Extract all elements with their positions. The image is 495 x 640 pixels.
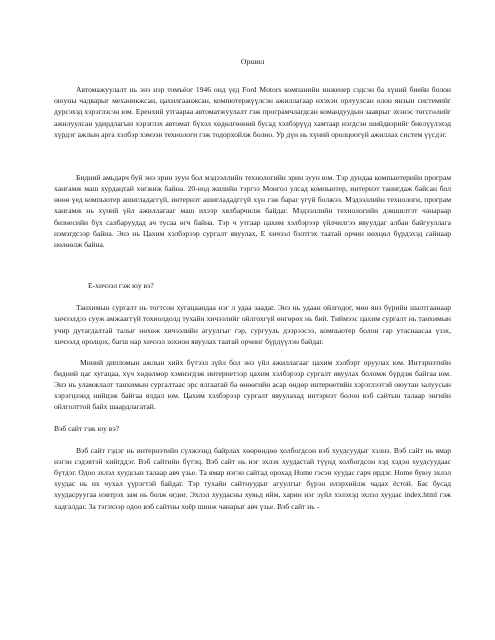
intro-paragraph-2: Бидний амьдарч буй энэ эрин зуун бол мэдээллийн технологийн эрин зуун юм. Тэр дундаа компьютерийн програм хангамж маш хурдацтай хөгжиж байна. 20-нод жилийн тэргээ Монгол улсад компьютер, интернэт танигдаж байсан бол өнөө үед компьютер ашигладаггүй, интернэт ашиглададггүй хүн гэж бараг үгүй болжээ. Мэдээллийн технологи, програм хангамж нь хүний үйл ажиллагааг маш ихээр хялбарчилж байдаг. Мэдээллийн технологийн дэвшилтэт чанараар бизнесийн бүх салбаруудад ач тусаа өгч байна. Тэр ч утгаар цахим хэлбэрээр үйлчилгээ явуулдаг албан байгууллага нэмэгдсээр байна. Энэ нь Цахим хэлбэрээр сургалт явуулах, Е хичээл бэлтгэх таатай орчин нөхцөл бүрдэхэд сайнаар нөлөөлж байна. [54,172,451,249]
section-heading-website: Вэб сайт гэж юу вэ? [54,423,120,433]
e-lesson-paragraph-2: Миний дипломын ажлын хийх бүтээл зүйл бол энэ үйл ажиллагааг цахим хэлбэрт оруулах юм. Интэрнэтийн бидний цаг хугацаа, хүч хөдөлмөр хэмнэгдэж интернетээр цахим хэлбэрээр сургалт явуулах боломж бүрдэж байгаа юм. Энэ нь уламжлалт танхимын сургалтаас эрс ялгаатай ба өнөөгийн асар өндөр интернетийн хэрэглээтэй оюутан залуусын хэрэгцээнд нийцэж байгаа ялдал юм. Цахим хэлбэрээр сургалт явуулахад интэрнэт болон вэб сайтын талаар энгийн ойлголттой байх шаардлагатай. [54,357,451,412]
website-paragraph-1: Вэб сайт гэдэг нь интернэтийн сүлжээнд байрлах хөөрөндөө холбогдсон вэб хуудсуудыг хэлнэ. Вэб сайт нь ямар нэгэн сэдэвтэй хийгддэг. Вэб сайтийн бүтэц. Вэб сайт нь нэг эхлэх хуудастай түүнд холбогдсон хэд хэдэн хуудсуудаас бүтдэг. Одоо эхлэл хуудсын талаар авч үзье. Та ямар нэгэн сайтад орохад Home гэсэн хуудас гарч ирдэг. Home буюу эхлэл хуудас нь их чухал үүрэгтэй байдаг. Тэр тухайн сайтнуудыг агуулгыг бүрэн илэрхийлж чадах ёстой. Бас бусад хуудасруугаа нэвтрэх зам нь болж өгдөг. Эхлэл хуудасны хувьд ийм, харин нэг зүйл хэлэхэд эхлэл хуудас index.html гэж хадгалдаг. За тэгэхээр одоо вэб сайтны хоёр шинж чанарыг авч үзье. Вэб сайт нь - [54,445,451,511]
intro-paragraph-1: Автомажуулалт нь энэ нэр томъёог 1946 онд үед Ford Motors компанийн инженер сэдсэн ба хүний биейн болон оюуны чадварыг механикжсан, цахилгаанжсан, компютержүүлсэн ажиллагаар нхэхэн орлуулсан олон янзын системийг дурсэхэд хэрэглэсэн юм. Еренхий утгаараа автоматжуулалт гэж програмчлагдсан командуудын зааврыг эхэнэс төгсгөлийг ажилуулсан удирдлагын хэрэглэх автомат бүхэл хөдөлгөөний бусад хэлбэрүүд хамтаар нэгдсэн шийдвэрийг биелүүлэхэд хүрдэг ажлын арга хэлбэр хэмээн технологи гэж тодорхойлж болно. Ур дүн нь хүний оролцоогүй ажиллах систем үүсдэг. [54,85,451,139]
document-title: Оршил [240,57,265,66]
e-lesson-paragraph-1: Танхимын сургалт нь тогтсон хугацаандаа нэг л удаа заадаг. Энэ нь удаан ойлгодог, мөн янз бүрийн шалтгаанаар хичээлдээ сууж амжааггүй тохиолдолд тухайн хичээлийг ойлгохгүй өнгөрөх нь бий. Тиймээс цахим сургалт нь танхимын учир дутагдалтай талыг нөхөж хичээлийн агуулгыг гэр, сургууль дээрээсээ, компьютер болон гар утаснаасаа үзэх, хичээлд оролцох, багш нар хичээл зохион явуулах таатай орчинг бүрдүүлэн байдаг. [54,303,451,346]
section-heading-e-lesson: Е-хичээл гэж юу вэ? [88,281,154,291]
